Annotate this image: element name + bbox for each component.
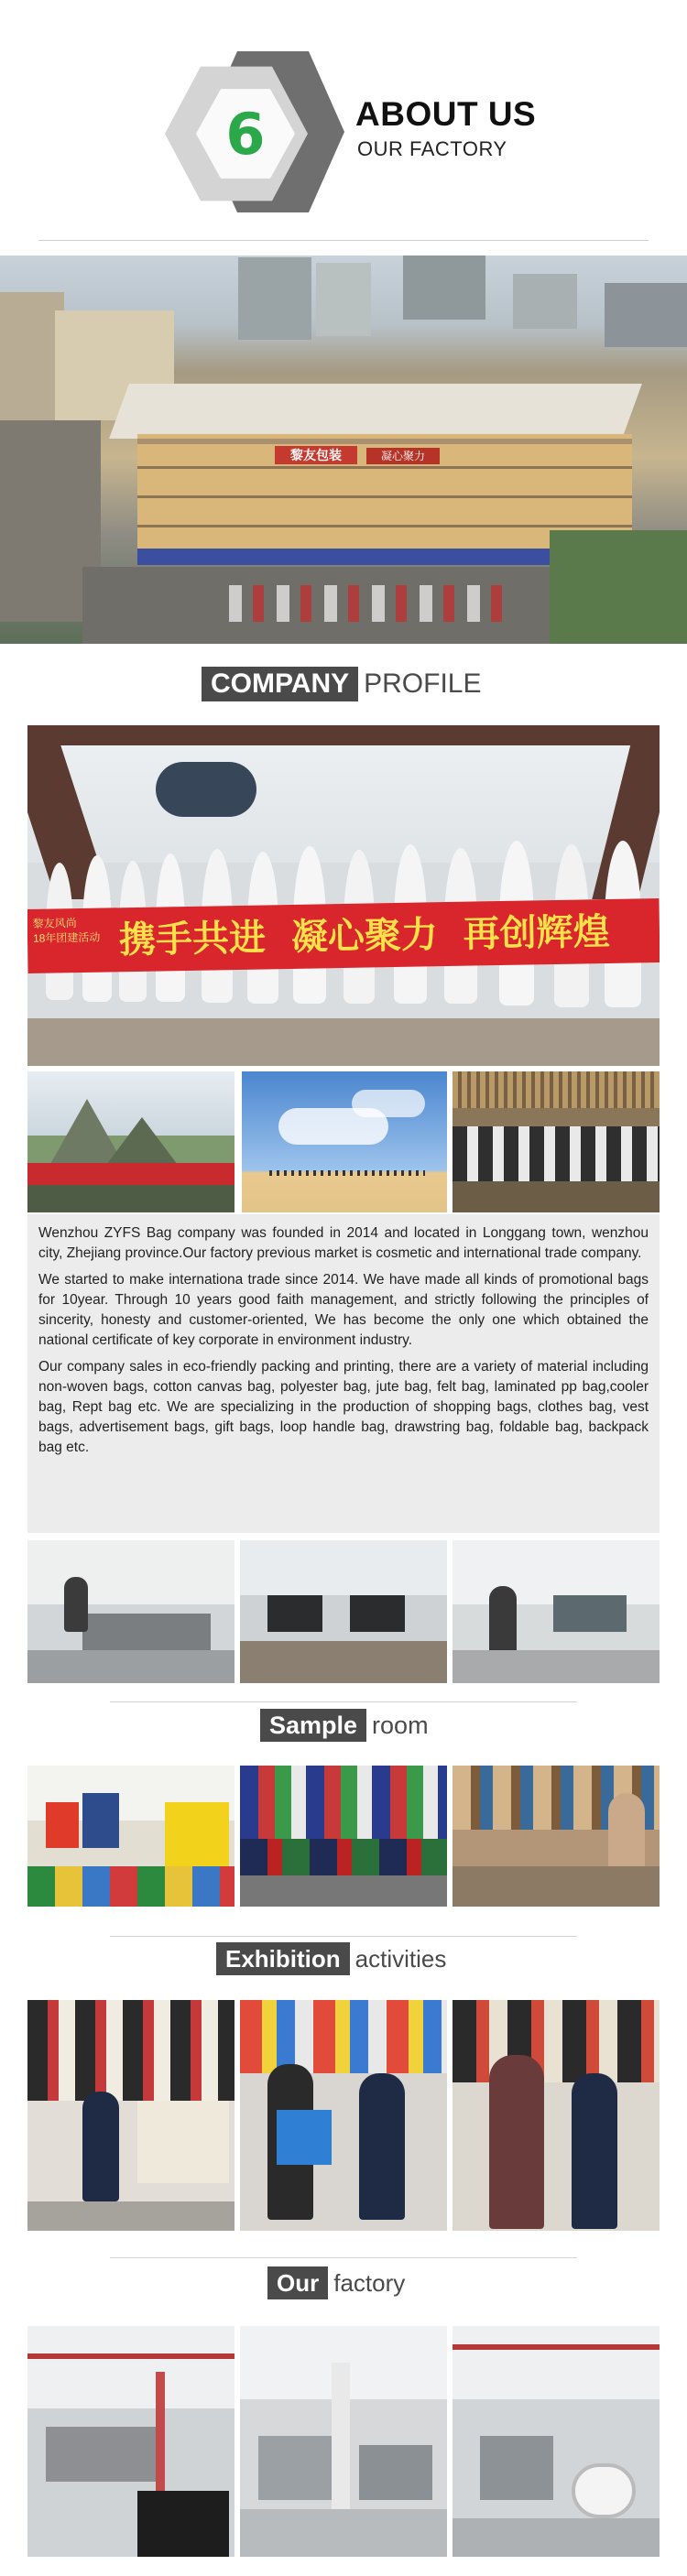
section-title-dark: Sample xyxy=(260,1709,366,1742)
office-photo-2 xyxy=(240,1540,447,1683)
sample-room-photo-1 xyxy=(27,1766,234,1907)
sample-room-photo-2 xyxy=(240,1766,447,1907)
team-building-photo xyxy=(27,725,660,1066)
company-description xyxy=(27,1214,660,1533)
banner-slogan: 携手共进 凝心聚力 再创辉煌 xyxy=(118,910,611,962)
section-title-light: room xyxy=(372,1711,429,1739)
banner-side-line-1: 黎友风尚 xyxy=(32,916,77,930)
sky-dunes-photo xyxy=(242,1071,447,1212)
factory-photo-2 xyxy=(240,2326,447,2557)
office-photo-3 xyxy=(453,1540,660,1683)
section-title-dark: Exhibition xyxy=(216,1942,350,1975)
section-title-company-profile xyxy=(202,667,482,701)
mountain-group-photo xyxy=(27,1071,234,1212)
factory-aerial-photo xyxy=(0,255,687,644)
company-paragraph-2: We started to make internationa trade since 2014. We have made all kinds of promotional bags for 10year. Through 10 years good faith management, and strictly following the principles of sincerity, honesty and customer-oriented, We has become the only one which obtained the national certificate of key corporate in environment industry. xyxy=(38,1272,649,1348)
section-title-our-factory xyxy=(267,2266,405,2299)
section-title-dark: COMPANY xyxy=(202,667,358,701)
divider xyxy=(110,1701,577,1702)
section-title-light: factory xyxy=(333,2268,406,2297)
factory-slogan: 凝心聚力 xyxy=(366,448,440,464)
banner-side-line-2: 18年团建活动 xyxy=(32,930,101,945)
section-title-exhibition xyxy=(216,1942,446,1975)
exhibition-photo-2 xyxy=(240,2000,447,2231)
exhibition-photo-1 xyxy=(27,2000,234,2231)
factory-photo-3 xyxy=(453,2326,660,2557)
section-title-light: activities xyxy=(354,1944,447,1973)
sample-room-photo-3 xyxy=(453,1766,660,1907)
section-title-dark: Our xyxy=(267,2266,328,2299)
section-title-sample-room xyxy=(260,1709,429,1742)
section-number: 6 xyxy=(225,100,266,168)
company-paragraph-3: Our company sales in eco-friendly packing and printing, there are a variety of material including non-woven bags, cotton canvas bag, polyester bag, jute bag, felt bag, laminated pp bag,cooler bag, Rept bag etc. We are specializing in the production of shopping bags, clothes bag, vest bags, advertisement bags, gift bags, loop handle bag, drawstring bag, foldable bag, backpack bag etc. xyxy=(38,1359,649,1455)
divider xyxy=(38,240,649,241)
factory-sign: 黎友包装 xyxy=(275,446,357,464)
page-title: ABOUT US xyxy=(355,95,537,133)
factory-photo-1 xyxy=(27,2326,234,2557)
office-photo-1 xyxy=(27,1540,234,1683)
page-subtitle: OUR FACTORY xyxy=(357,137,507,160)
divider xyxy=(110,1936,577,1937)
exhibition-photo-3 xyxy=(453,2000,660,2231)
divider xyxy=(110,2257,577,2258)
team-sitting-photo xyxy=(453,1071,660,1212)
company-paragraph-1: Wenzhou ZYFS Bag company was founded in 2014 and located in Longgang town, wenzhou city, Zhejiang province.Our factory previous market is cosmetic and international trade company. xyxy=(38,1225,649,1261)
section-title-light: PROFILE xyxy=(364,668,482,699)
banner-side-text xyxy=(33,915,116,961)
section-number-badge xyxy=(165,51,348,214)
